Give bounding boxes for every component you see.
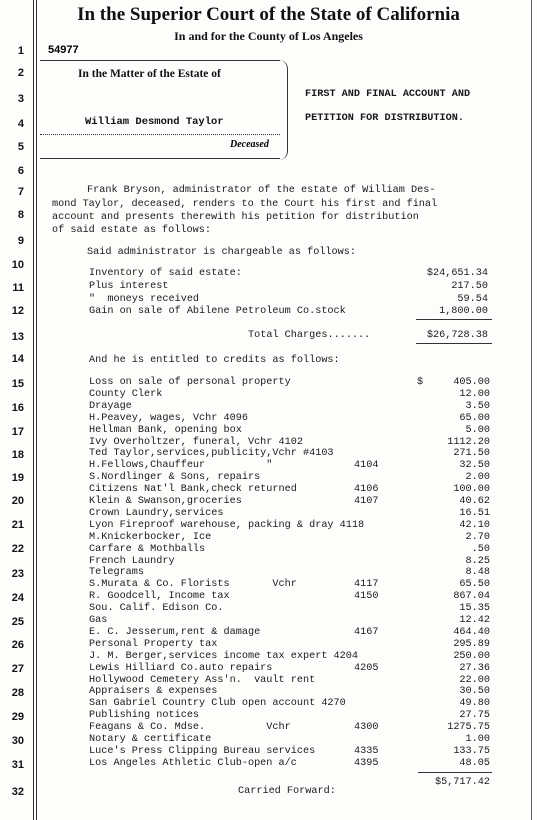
credit-label: French Laundry	[89, 556, 175, 567]
credit-amount: 2.70	[465, 532, 490, 543]
line-number: 13	[11, 331, 24, 343]
credit-amount: 295.89	[453, 639, 490, 650]
intro-line: mond Taylor, deceased, renders to the Court his first and final	[52, 199, 438, 210]
credit-amount: 48.05	[459, 758, 490, 769]
line-number: 18	[11, 449, 24, 461]
intro-line: of said estate as follows:	[52, 225, 211, 236]
total-charges-label: Total Charges.......	[248, 330, 371, 341]
line-number: 15	[11, 378, 24, 390]
caption-brace	[279, 60, 288, 160]
credit-amount: 12.00	[459, 389, 490, 400]
credit-amount: .50	[471, 544, 490, 555]
credit-label: E. C. Jesserum,rent & damage	[89, 627, 261, 638]
credit-label: Lewis Hilliard Co.auto repairs	[89, 663, 273, 674]
credit-label: Notary & certificate	[89, 734, 212, 745]
line-number: 14	[11, 353, 24, 365]
credit-label: County Clerk	[89, 389, 163, 400]
credit-label: J. M. Berger,services income tax expert 4204	[89, 651, 358, 662]
right-margin-rule	[531, 0, 532, 820]
credit-label: M.Knickerbocker, Ice	[89, 532, 212, 543]
credit-label: Appraisers & expenses	[89, 686, 218, 697]
credit-amount: 15.35	[459, 603, 490, 614]
credit-amount: 27.75	[459, 710, 490, 721]
line-number: 9	[17, 235, 24, 247]
charge-label: Inventory of said estate:	[89, 268, 242, 279]
caption-matter: In the Matter of the Estate of	[78, 68, 221, 80]
credit-amount: 2.00	[465, 472, 490, 483]
credits-heading: And he is entitled to credits as follows:	[89, 355, 340, 366]
line-number: 20	[11, 495, 24, 507]
credit-label: San Gabriel Country Club open account 4270	[89, 698, 346, 709]
charge-amount: $24,651.34	[426, 268, 488, 279]
credit-label: Klein & Swanson,groceries	[89, 496, 242, 507]
charges-underline	[416, 319, 492, 320]
line-number: 5	[17, 141, 24, 153]
line-number: 30	[11, 735, 24, 747]
line-number: 21	[11, 519, 24, 531]
credit-label: Hellman Bank, opening box	[89, 425, 242, 436]
credit-label: Loss on sale of personal property	[89, 377, 291, 388]
carried-forward-label: Carried Forward:	[238, 786, 336, 797]
credit-voucher: 4167	[354, 627, 379, 638]
line-number: 8	[17, 209, 24, 221]
line-number: 2	[17, 67, 24, 79]
credit-amount: 27.36	[459, 663, 490, 674]
line-number: 25	[11, 616, 24, 628]
credit-label: Carfare & Mothballs	[89, 544, 206, 555]
line-number: 32	[11, 786, 24, 798]
case-number: 54977	[48, 44, 79, 56]
caption-bottom-rule	[40, 158, 280, 159]
intro-line: account and presents therewith his petition for distribution	[52, 212, 419, 223]
credit-label: Drayage	[89, 401, 132, 412]
line-number: 10	[11, 259, 24, 271]
caption-dotted-rule	[40, 134, 280, 136]
credit-label: Personal Property tax	[89, 639, 218, 650]
charge-amount: 1,800.00	[439, 306, 488, 317]
credit-amount: 250.00	[453, 651, 490, 662]
document-title-line-1: FIRST AND FINAL ACCOUNT AND	[305, 89, 471, 100]
credit-amount: 464.40	[453, 627, 490, 638]
credit-amount: 271.50	[453, 448, 490, 459]
credit-label: Los Angeles Athletic Club-open a/c	[89, 758, 297, 769]
line-number: 12	[11, 305, 24, 317]
credit-label: H.Peavey, wages, Vchr 4096	[89, 413, 248, 424]
credit-label: Lyon Fireproof warehouse, packing & dray 4118	[89, 520, 365, 531]
credit-label: Feagans & Co. Mdse. Vchr	[89, 722, 291, 733]
line-number: 22	[11, 543, 24, 555]
left-margin-rule-inner	[36, 0, 37, 820]
credit-label: Gas	[89, 615, 108, 626]
line-number: 28	[11, 687, 24, 699]
line-number: 3	[17, 93, 24, 105]
total-underline	[416, 343, 492, 344]
credit-amount: 5.00	[465, 425, 490, 436]
line-number: 7	[17, 186, 24, 198]
credit-amount: 1.00	[465, 734, 490, 745]
line-number: 27	[11, 663, 24, 675]
charge-amount: 59.54	[457, 294, 488, 305]
credit-amount: 32.50	[459, 460, 490, 471]
intro-line: Frank Bryson, administrator of the estate of William Des-	[87, 185, 436, 196]
credit-amount: 100.00	[453, 484, 490, 495]
line-number: 26	[11, 639, 24, 651]
credit-amount: 12.42	[459, 615, 490, 626]
credit-voucher: 4335	[354, 746, 379, 757]
credit-amount: 1112.20	[447, 437, 490, 448]
credit-label: Ted Taylor,services,publicity,Vchr #4103	[89, 448, 334, 459]
credit-label: Telegrams	[89, 567, 145, 578]
credit-voucher: 4107	[354, 496, 379, 507]
line-number: 16	[11, 402, 24, 414]
credit-label: Publishing notices	[89, 710, 200, 721]
charge-label: " moneys received	[89, 294, 200, 305]
line-number: 11	[12, 282, 24, 294]
caption-decedent-name: William Desmond Taylor	[85, 116, 224, 128]
caption-top-rule	[40, 60, 280, 61]
line-number: 19	[11, 472, 24, 484]
credit-amount: 22.00	[459, 675, 490, 686]
charges-heading: Said administrator is chargeable as follows:	[87, 247, 356, 258]
credit-voucher: 4395	[354, 758, 379, 769]
credit-label: S.Nordlinger & Sons, repairs	[89, 472, 261, 483]
credit-label: H.Fellows,Chauffeur "	[89, 460, 273, 471]
credit-voucher: 4104	[354, 460, 379, 471]
charge-label: Gain on sale of Abilene Petroleum Co.stock	[89, 306, 346, 317]
credit-amount: 49.80	[459, 698, 490, 709]
credit-amount: 42.10	[459, 520, 490, 531]
credit-voucher: 4300	[354, 722, 379, 733]
charge-amount: 217.50	[451, 281, 488, 292]
document-title-line-2: PETITION FOR DISTRIBUTION.	[305, 113, 464, 124]
line-number: 4	[17, 118, 24, 130]
court-title: In the Superior Court of the State of California	[77, 4, 460, 25]
credit-amount: 40.62	[459, 496, 490, 507]
credit-amount: 405.00	[453, 377, 490, 388]
credit-voucher: 4117	[354, 579, 379, 590]
credit-label: Hollywood Cemetery Ass'n. vault rent	[89, 675, 316, 686]
carried-forward-amount: $5,717.42	[434, 777, 490, 788]
credit-voucher: 4106	[354, 484, 379, 495]
credit-amount: 65.50	[459, 579, 490, 590]
caption-deceased-label: Deceased	[230, 139, 269, 150]
credit-label: R. Goodcell, Income tax	[89, 591, 230, 602]
credit-amount: 30.50	[459, 686, 490, 697]
court-subtitle: In and for the County of Los Angeles	[174, 29, 363, 43]
left-margin-rule	[33, 0, 34, 820]
credit-label: Luce's Press Clipping Bureau services	[89, 746, 316, 757]
credit-amount: 867.04	[453, 591, 490, 602]
credit-label: Citizens Nat'l Bank,check returned	[89, 484, 297, 495]
line-number: 6	[17, 165, 24, 177]
line-number: 1	[17, 45, 24, 57]
credit-amount: 1275.75	[447, 722, 490, 733]
charge-label: Plus interest	[89, 281, 169, 292]
credit-dollar-sign: $	[417, 377, 424, 388]
total-charges-amount: $26,728.38	[426, 330, 488, 341]
line-number: 24	[11, 592, 24, 604]
credit-voucher: 4205	[354, 663, 379, 674]
credit-amount: 3.50	[465, 401, 490, 412]
line-number: 29	[11, 711, 24, 723]
line-number: 31	[11, 759, 24, 771]
credit-amount: 65.00	[459, 413, 490, 424]
credit-label: Sou. Calif. Edison Co.	[89, 603, 224, 614]
credit-label: S.Murata & Co. Florists Vchr	[89, 579, 297, 590]
credit-label: Crown Laundry,services	[89, 508, 224, 519]
credits-underline	[418, 772, 492, 773]
credit-amount: 8.48	[465, 567, 490, 578]
credit-amount: 8.25	[465, 556, 490, 567]
credit-amount: 16.51	[459, 508, 490, 519]
line-number: 17	[11, 426, 24, 438]
credit-voucher: 4150	[354, 591, 379, 602]
line-number: 23	[11, 568, 24, 580]
credit-label: Ivy Overholtzer, funeral, Vchr 4102	[89, 437, 303, 448]
credit-amount: 133.75	[453, 746, 490, 757]
